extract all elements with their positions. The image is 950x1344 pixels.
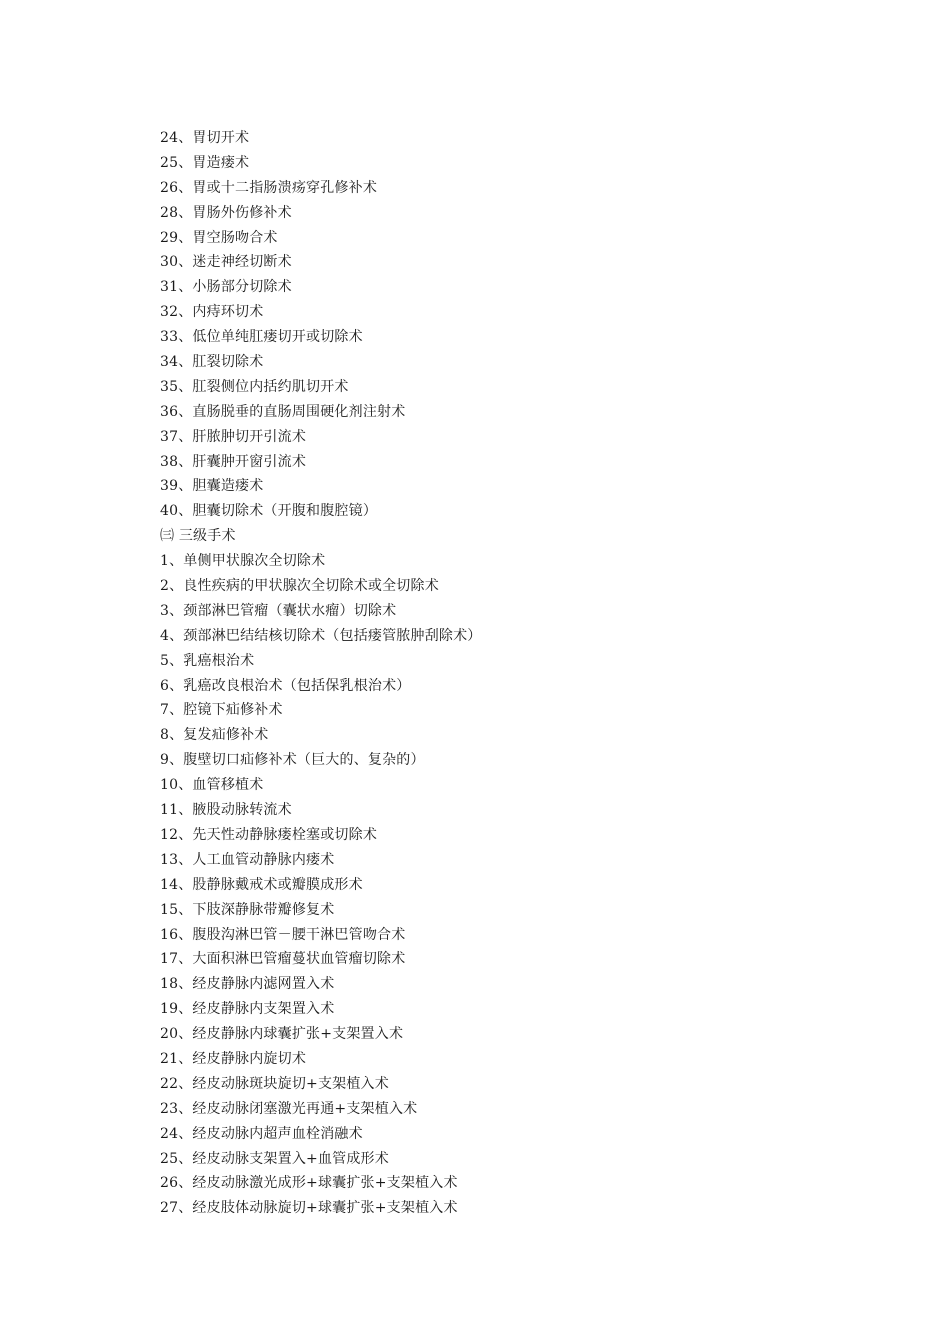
list-item: 37、肝脓肿切开引流术: [160, 428, 307, 445]
list-item: 27、经皮肢体动脉旋切+球囊扩张+支架植入术: [160, 1200, 458, 1217]
list-item: 21、经皮静脉内旋切术: [160, 1050, 307, 1067]
list-item: 14、股静脉戴戒术或瓣膜成形术: [160, 876, 363, 893]
list-item: 24、经皮动脉内超声血栓消融术: [160, 1125, 363, 1142]
list-item: 22、经皮动脉斑块旋切+支架植入术: [160, 1075, 389, 1092]
list-item: 10、血管移植术: [160, 777, 264, 794]
list-item: 36、直肠脱垂的直肠周围硬化剂注射术: [160, 403, 406, 420]
list-item: 28、胃肠外伤修补术: [160, 204, 292, 221]
list-item: 23、经皮动脉闭塞激光再通+支架植入术: [160, 1100, 418, 1117]
list-item: 6、乳癌改良根治术（包括保乳根治术）: [160, 677, 411, 694]
list-item: 15、下肢深静脉带瓣修复术: [160, 901, 335, 918]
list-item: 26、经皮动脉激光成形+球囊扩张+支架植入术: [160, 1175, 458, 1192]
list-item: 4、颈部淋巴结结核切除术（包括瘘管脓肿刮除术）: [160, 627, 482, 644]
list-item: 13、人工血管动静脉内瘘术: [160, 851, 335, 868]
list-item: 40、胆囊切除术（开腹和腹腔镜）: [160, 503, 378, 520]
list-item: 3、颈部淋巴管瘤（囊状水瘤）切除术: [160, 602, 397, 619]
list-item: 34、肛裂切除术: [160, 354, 264, 371]
list-item: 24、胃切开术: [160, 130, 250, 146]
list-item: 11、腋股动脉转流术: [160, 802, 292, 819]
procedure-list: [160, 126, 860, 1221]
list-item: 19、经皮静脉内支架置入术: [160, 1001, 335, 1018]
list-item: 7、腔镜下疝修补术: [160, 702, 283, 719]
list-item: 9、腹壁切口疝修补术（巨大的、复杂的）: [160, 752, 425, 769]
list-item: 38、肝囊肿开窗引流术: [160, 453, 307, 470]
list-item: 26、胃或十二指肠溃疡穿孔修补术: [160, 179, 378, 196]
list-item: 33、低位单纯肛瘘切开或切除术: [160, 329, 363, 346]
list-item: 25、胃造瘘术: [160, 154, 250, 171]
list-item: 35、肛裂侧位内括约肌切开术: [160, 378, 349, 395]
list-item: 16、腹股沟淋巴管－腰干淋巴管吻合术: [160, 926, 406, 943]
list-item: 29、胃空肠吻合术: [160, 229, 278, 246]
list-item: 39、胆囊造瘘术: [160, 478, 264, 495]
section-heading: ㈢ 三级手术: [160, 528, 236, 545]
list-item: 8、复发疝修补术: [160, 727, 269, 744]
list-item: 1、单侧甲状腺次全切除术: [160, 553, 326, 570]
list-item: 20、经皮静脉内球囊扩张+支架置入术: [160, 1026, 404, 1043]
list-item: 32、内痔环切术: [160, 304, 264, 321]
list-item: 31、小肠部分切除术: [160, 279, 292, 296]
list-item: 18、经皮静脉内滤网置入术: [160, 976, 335, 993]
list-item: 2、良性疾病的甲状腺次全切除术或全切除术: [160, 578, 439, 595]
list-item: 30、迷走神经切断术: [160, 254, 292, 271]
list-item: 17、大面积淋巴管瘤蔓状血管瘤切除术: [160, 951, 406, 968]
list-item: 5、乳癌根治术: [160, 652, 255, 669]
list-item: 12、先天性动静脉瘘栓塞或切除术: [160, 826, 378, 843]
list-item: 25、经皮动脉支架置入+血管成形术: [160, 1150, 389, 1167]
